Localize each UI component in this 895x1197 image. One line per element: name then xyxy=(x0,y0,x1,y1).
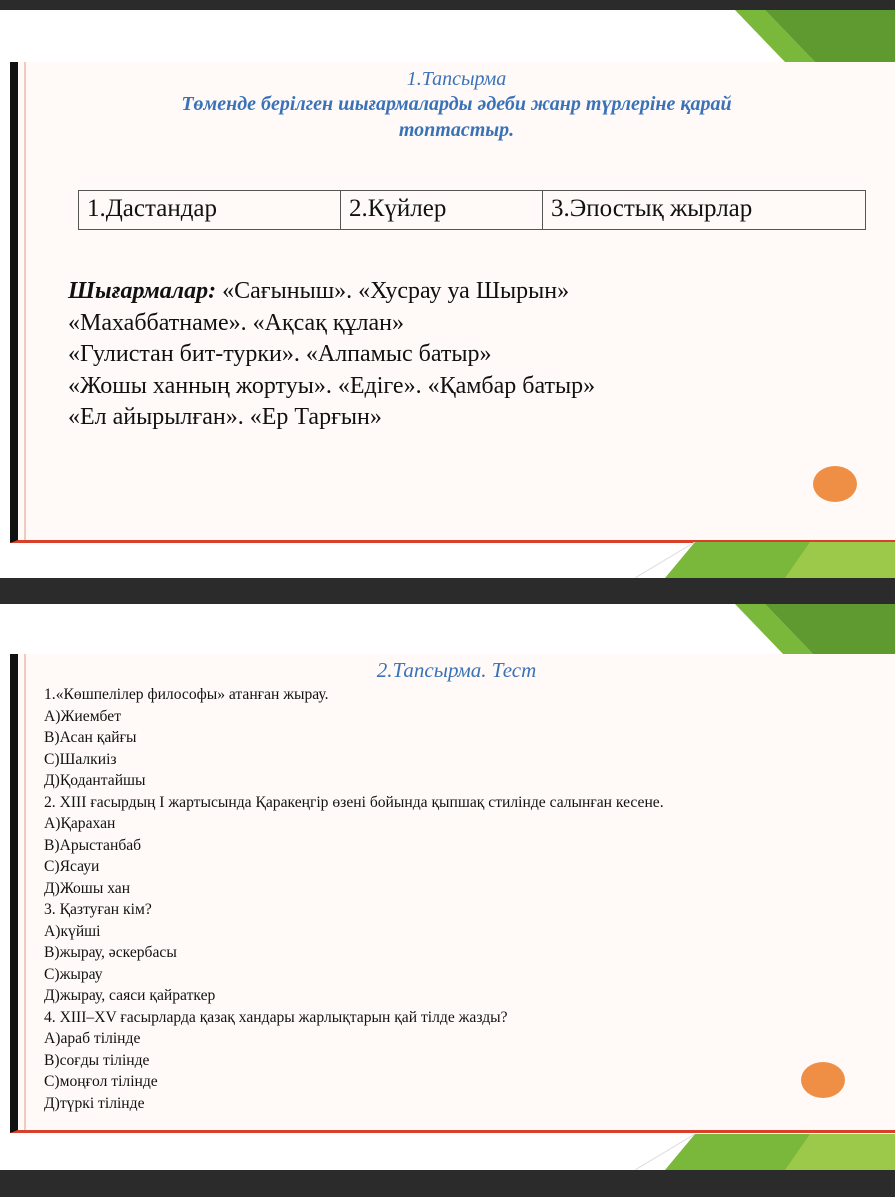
genre-table xyxy=(78,190,866,230)
frame-edge xyxy=(24,62,26,540)
table-cell-kuis: 2.Күйлер xyxy=(341,191,543,230)
task-1-title: 1.Тапсырма xyxy=(406,68,507,90)
answer-option: В)соғды тілінде xyxy=(44,1051,150,1069)
green-bottom-decoration xyxy=(635,1134,895,1170)
slide-2-content xyxy=(10,654,895,1133)
test-questions xyxy=(44,684,855,1114)
answer-option: С)Ясауи xyxy=(44,858,100,875)
question: 3. Қазтуған кім? xyxy=(44,901,152,918)
slide-1 xyxy=(0,10,895,578)
table-cell-epic-songs: 3.Эпостық жырлар xyxy=(543,191,866,230)
green-bottom-decoration xyxy=(635,542,895,578)
answer-option: В)Асан қайғы xyxy=(44,729,137,746)
table-row xyxy=(79,191,866,230)
answer-option: А)араб тілінде xyxy=(44,1030,141,1047)
answer-option: В)Арыстанбаб xyxy=(44,836,142,854)
answer-option: А)Жиембет xyxy=(44,707,122,725)
answer-option: Д)Жошы хан xyxy=(44,879,131,897)
task-1-instruction: Төменде берілген шығармаларды әдеби жанр түрлеріне қарай топтастыр. xyxy=(181,93,732,141)
green-corner-decoration xyxy=(735,604,895,656)
works-label: Шығармалар: xyxy=(68,278,217,304)
green-corner-decoration xyxy=(735,10,895,62)
frame-edge xyxy=(24,654,26,1130)
question: 1.«Көшпелілер философы» атанған жырау. xyxy=(44,686,329,703)
slide-1-content xyxy=(10,62,895,543)
works-line: «Ел айырылған». «Ер Тарғын» xyxy=(68,404,382,430)
answer-option: С)жырау xyxy=(44,965,103,983)
works-list xyxy=(68,276,875,434)
answer-option: С)Шалкиіз xyxy=(44,750,117,768)
slide-2 xyxy=(0,604,895,1170)
works-line: «Жошы ханның жортуы». «Едіге». «Қамбар батыр» xyxy=(68,372,596,399)
answer-option: А)Қарахан xyxy=(44,815,116,832)
list-item xyxy=(68,276,875,308)
table-cell-epics: 1.Дастандар xyxy=(79,191,341,230)
answer-option: Д)Қодантайшы xyxy=(44,772,146,789)
works-line: «Гулистан бит-турки». «Алпамыс батыр» xyxy=(68,341,492,367)
question: 4. XIII–XV ғасырларда қазақ хандары жарлықтарын қай тілде жазды? xyxy=(44,1008,508,1026)
answer-option: В)жырау, әскербасы xyxy=(44,944,177,961)
orange-circle-decoration xyxy=(801,1062,845,1098)
orange-circle-decoration xyxy=(813,466,857,502)
answer-option: Д)жырау, саяси қайраткер xyxy=(44,987,216,1004)
works-line: «Сағыныш». «Хусрау уа Шырын» xyxy=(222,278,570,304)
answer-option: А)күйші xyxy=(44,922,101,940)
question: 2. XIII ғасырдың І жартысында Қаракеңгір өзені бойында қыпшақ стилінде салынған кесене. xyxy=(44,793,664,811)
task-2-title: 2.Тапсырма. Тест xyxy=(376,658,537,682)
answer-option: Д)түркі тілінде xyxy=(44,1094,145,1112)
works-line: «Махаббатнаме». «Ақсақ құлан» xyxy=(68,309,404,336)
answer-option: С)моңғол тілінде xyxy=(44,1073,158,1090)
